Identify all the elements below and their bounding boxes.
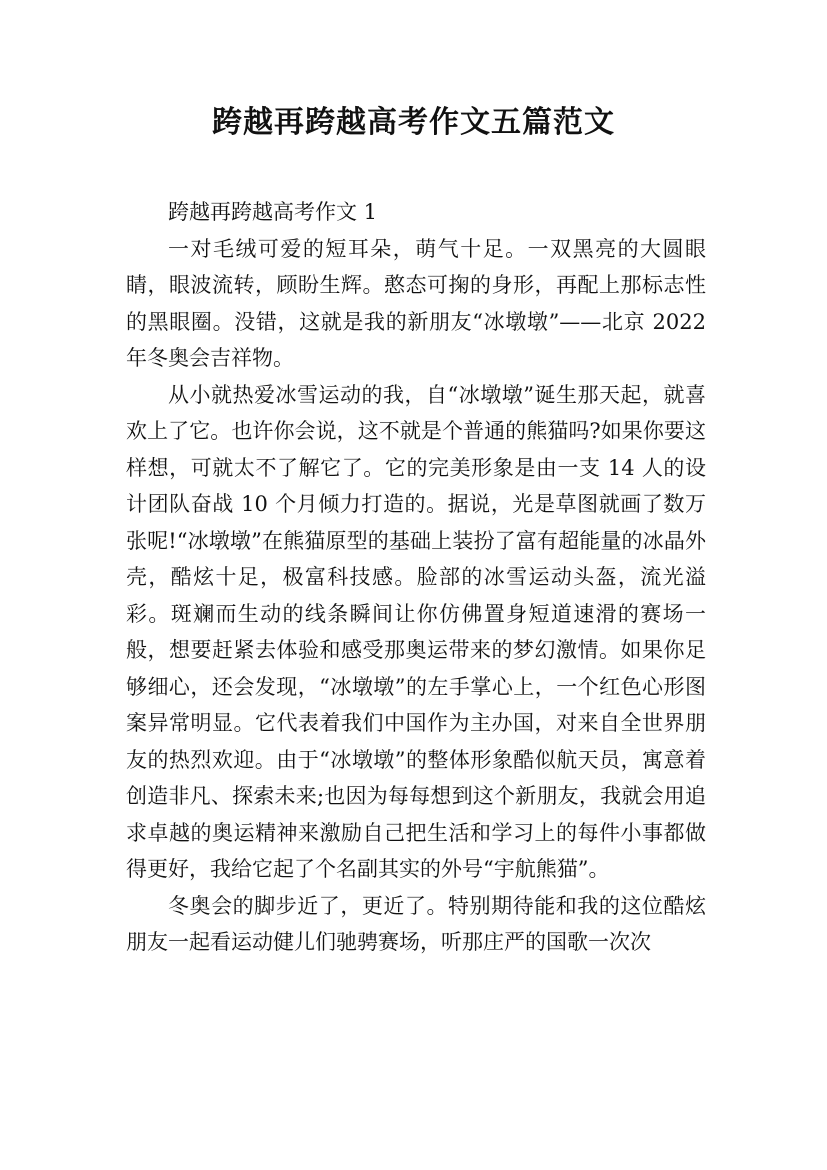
paragraph-3: 冬奥会的脚步近了，更近了。特别期待能和我的这位酷炫朋友一起看运动健儿们驰骋赛场，听那庄严的国歌一次次 bbox=[126, 893, 706, 954]
essay-subtitle: 跨越再跨越高考作文 1 bbox=[168, 200, 378, 224]
document-title: 跨越再跨越高考作文五篇范文 bbox=[212, 105, 615, 140]
document-body bbox=[126, 194, 706, 961]
paragraph-2: 从小就热爱冰雪运动的我，自“冰墩墩”诞生那天起，就喜欢上了它。也许你会说，这不就是个普通的熊猫吗?如果你要这样想，可就太不了解它了。它的完美形象是由一支 14 人的设计团队奋战 10 个月倾力打造的。据说，光是草图就画了数万张呢!“冰墩墩”在熊猫原型的基础上装扮了富有超能量的冰晶外壳，酷炫十足，极富科技感。脸部的冰雪运动头盔，流光溢彩。斑斓而生动的线条瞬间让你仿佛置身短道速滑的赛场一般，想要赶紧去体验和感受那奥运带来的梦幻激情。如果你足够细心，还会发现，“冰墩墩”的左手掌心上，一个红色心形图案异常明显。它代表着我们中国作为主办国，对来自全世界朋友的热烈欢迎。由于“冰墩墩”的整体形象酷似航天员，寓意着创造非凡、探索未来;也因为每每想到这个新朋友，我就会用追求卓越的奥运精神来激励自己把生活和学习上的每件小事都做得更好，我给它起了个名副其实的外号“宇航熊猫”。 bbox=[126, 382, 706, 881]
paragraph-1: 一对毛绒可爱的短耳朵，萌气十足。一双黑亮的大圆眼睛，眼波流转，顾盼生辉。憨态可掬的身形，再配上那标志性的黑眼圈。没错，这就是我的新朋友“冰墩墩”——北京 2022 年冬奥会吉祥物。 bbox=[126, 236, 706, 370]
